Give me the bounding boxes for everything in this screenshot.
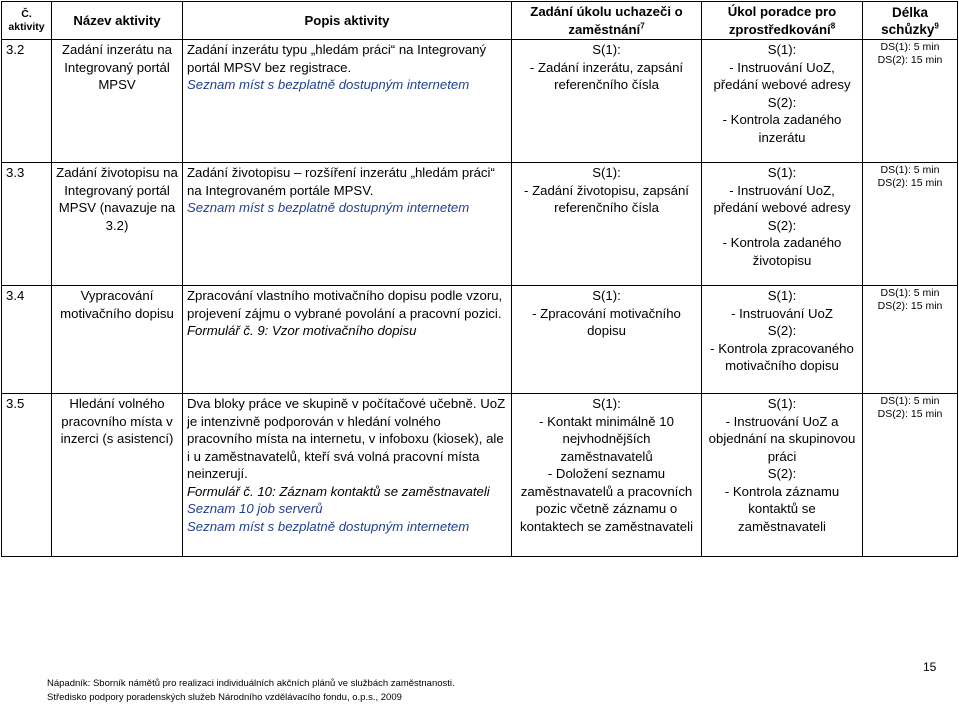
activity-name: Hledání volného pracovního místa v inzerci (s asistencí) xyxy=(52,394,183,557)
header-applicant-task-text: Zadání úkolu uchazeči o zaměstnání xyxy=(530,4,683,37)
form-reference[interactable]: Formulář č. 9: Vzor motivačního dopisu xyxy=(187,323,417,338)
length-value: DS(2): 15 min xyxy=(877,300,943,312)
length-value: DS(1): 5 min xyxy=(880,41,940,53)
activity-number: 3.3 xyxy=(2,163,52,286)
length-value: DS(2): 15 min xyxy=(877,54,943,66)
applicant-task xyxy=(512,286,702,394)
page-number: 15 xyxy=(923,660,937,674)
job-servers-link[interactable]: Seznam 10 job serverů xyxy=(187,501,323,516)
task-step: - Zadání životopisu, zapsání referenčního čísla xyxy=(524,182,689,215)
applicant-task xyxy=(512,163,702,286)
task-step: S(1): xyxy=(592,42,621,57)
advisor-task xyxy=(702,394,863,557)
activity-description xyxy=(183,394,512,557)
description-text: Zpracování vlastního motivačního dopisu podle vzoru, projevení zájmu o vybrané povolání a pracovní pozici. xyxy=(187,288,503,321)
footnote-7: 7 xyxy=(640,21,645,31)
meeting-length xyxy=(863,286,958,394)
internet-places-link[interactable]: Seznam míst s bezplatně dostupným internetem xyxy=(187,200,470,215)
form-reference[interactable]: Formulář č. 10: Záznam kontaktů se zaměstnavateli xyxy=(187,483,490,499)
header-activity-number: Č. aktivity xyxy=(2,2,52,40)
header-activity-name: Název aktivity xyxy=(52,2,183,40)
footnote-9: 9 xyxy=(934,21,939,30)
description-text: Zadání inzerátu typu „hledám práci“ na Integrovaný portál MPSV bez registrace. xyxy=(187,42,487,75)
header-meeting-length-text: Délka schůzky xyxy=(881,4,935,37)
task-step: S(1): xyxy=(592,396,621,411)
table-row xyxy=(2,286,958,394)
meeting-length xyxy=(863,40,958,163)
table-row xyxy=(2,40,958,163)
advisor-step: S(1): xyxy=(767,288,797,303)
meeting-length xyxy=(863,394,958,557)
activity-number: 3.4 xyxy=(2,286,52,394)
advisor-step: S(1): xyxy=(767,396,797,411)
activity-description xyxy=(183,40,512,163)
length-value: DS(2): 15 min xyxy=(877,177,943,189)
task-step: S(1): xyxy=(592,165,621,180)
advisor-step: - Instruování UoZ, předání webové adresy xyxy=(713,182,851,215)
activities-table xyxy=(1,1,958,557)
applicant-task xyxy=(512,394,702,557)
header-activity-description: Popis aktivity xyxy=(183,2,512,40)
header-advisor-task xyxy=(702,2,863,40)
activity-description xyxy=(183,286,512,394)
length-value: DS(1): 5 min xyxy=(880,395,940,407)
advisor-step: S(1): xyxy=(767,165,797,180)
advisor-step: - Kontrola zpracovaného motivačního dopisu xyxy=(710,340,854,373)
advisor-task xyxy=(702,286,863,394)
advisor-step: S(2): xyxy=(767,94,797,110)
internet-places-link[interactable]: Seznam míst s bezplatně dostupným internetem xyxy=(187,518,470,534)
task-step: - Doložení seznamu zaměstnavatelů a pracovních pozic včetně záznamu o kontaktech se zaměstnavateli xyxy=(520,466,693,534)
table-row xyxy=(2,163,958,286)
advisor-step: S(2): xyxy=(767,323,797,338)
advisor-step: S(2): xyxy=(767,466,797,481)
advisor-step: - Kontrola zadaného inzerátu xyxy=(722,112,842,145)
header-meeting-length xyxy=(863,2,958,40)
advisor-task xyxy=(702,163,863,286)
length-value: DS(2): 15 min xyxy=(877,408,943,420)
description-text: Zadání životopisu – rozšíření inzerátu „hledám práci“ na Integrovaném portále MPSV. xyxy=(187,165,495,198)
page-footer xyxy=(47,677,455,705)
advisor-task xyxy=(702,40,863,163)
activity-name: Zadání životopisu na Integrovaný portál MPSV (navazuje na 3.2) xyxy=(52,163,183,286)
activity-number: 3.5 xyxy=(2,394,52,557)
length-value: DS(1): 5 min xyxy=(880,164,940,176)
advisor-step: - Instruování UoZ, předání webové adresy xyxy=(713,59,851,92)
description-text: Dva bloky práce ve skupině v počítačové učebně. UoZ je intenzivně podporován v hledání volného pracovního místa na internetu, v infoboxu (kiosek), ale i u zaměstnavatelů, kteří svá volná pracovní místa neinzerují. xyxy=(187,396,506,481)
advisor-step: - Instruování UoZ a objednání na skupinovou práci xyxy=(708,413,856,464)
header-advisor-task-text: Úkol poradce pro zprostředkování xyxy=(727,4,837,37)
task-step: - Kontakt minimálně 10 nejvhodnějších zaměstnavatelů xyxy=(539,413,674,464)
applicant-task xyxy=(512,40,702,163)
advisor-step: - Kontrola záznamu kontaktů se zaměstnavateli xyxy=(724,483,840,534)
advisor-step: - Kontrola zadaného životopisu xyxy=(722,235,842,268)
task-step: - Zadání inzerátu, zapsání referenčního čísla xyxy=(529,59,684,92)
advisor-step: - Instruování UoZ xyxy=(731,305,833,321)
activity-description xyxy=(183,163,512,286)
footer-source: Nápadník: Sborník námětů pro realizaci individuálních akčních plánů ve službách zaměstnanosti. xyxy=(47,678,455,689)
header-applicant-task xyxy=(512,2,702,40)
footnote-8: 8 xyxy=(830,21,836,31)
activity-name: Zadání inzerátu na Integrovaný portál MPSV xyxy=(52,40,183,163)
table-row xyxy=(2,394,958,557)
task-step: S(1): xyxy=(592,288,621,303)
activity-number: 3.2 xyxy=(2,40,52,163)
length-value: DS(1): 5 min xyxy=(880,287,940,299)
advisor-step: S(1): xyxy=(767,42,797,57)
header-row xyxy=(2,2,958,40)
footer-publisher: Středisko podpory poradenských služeb Národního vzdělávacího fondu, o.p.s., 2009 xyxy=(47,692,402,703)
activity-name: Vypracování motivačního dopisu xyxy=(52,286,183,394)
meeting-length xyxy=(863,163,958,286)
task-step: - Zpracování motivačního dopisu xyxy=(532,305,681,338)
internet-places-link[interactable]: Seznam míst s bezplatně dostupným internetem xyxy=(187,77,470,92)
advisor-step: S(2): xyxy=(767,217,797,233)
